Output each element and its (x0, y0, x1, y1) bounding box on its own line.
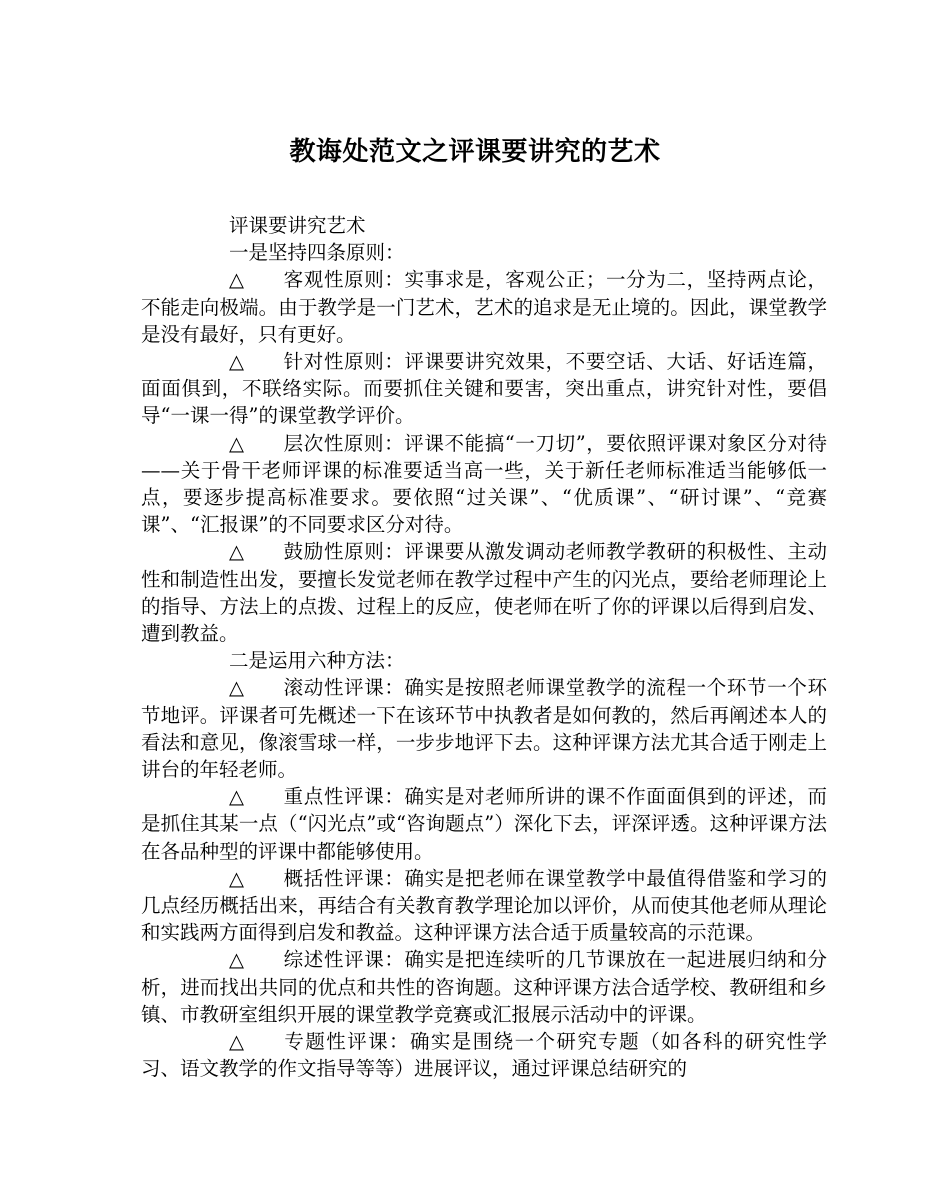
triangle-bullet-icon: △ (229, 431, 244, 455)
paragraph-text: 层次性原则：评课不能搞“一刀切”，要依照评课对象区分对待——关于骨干老师评课的标准要适当高一些，关于新任老师标准适当能够低一点，要逐步提高标准要求。要依照“过关课”、“优质课”、“研讨课”、“竞赛课”、“汇报课”的不同要求区分对待。 (141, 431, 827, 537)
paragraph (141, 212, 827, 239)
paragraph-text: 鼓励性原则：评课要从激发调动老师教学教研的积极性、主动性和制造性出发，要擅长发觉老师在教学过程中产生的闪光点，要给老师理论上的指导、方法上的点拨、过程上的反应，使老师在听了你的评课以后得到启发、遭到教益。 (141, 540, 827, 646)
paragraph-text: 评课要讲究艺术 (229, 214, 366, 237)
paragraph (141, 239, 827, 266)
triangle-bullet-icon: △ (229, 948, 244, 972)
paragraph (141, 1028, 827, 1082)
paragraph-text: 滚动性评课：确实是按照老师课堂教学的流程一个环节一个环节地评。评课者可先概述一下在该环节中执教者是如何教的，然后再阐述本人的看法和意见，像滚雪球一样，一步步地评下去。这种评课方法尤其合适于刚走上讲台的年轻老师。 (141, 676, 827, 782)
paragraph-text: 二是运用六种方法： (229, 649, 405, 673)
document-body (141, 212, 827, 1083)
document-title: 教诲处范文之评课要讲究的艺术 (289, 137, 661, 167)
paragraph (141, 266, 827, 348)
paragraph (141, 865, 827, 947)
triangle-bullet-icon: △ (229, 268, 244, 292)
triangle-bullet-icon: △ (229, 676, 244, 700)
paragraph (141, 538, 827, 647)
paragraph (141, 783, 827, 865)
paragraph-text: 专题性评课：确实是围绕一个研究专题（如各科的研究性学习、语文教学的作文指导等等）进展评议，通过评课总结研究的 (141, 1030, 827, 1081)
paragraph-text: 针对性原则：评课要讲究效果，不要空话、大话、好话连篇，面面俱到，不联络实际。而要抓住关键和要害，突出重点，讲究针对性，要倡导“一课一得”的课堂教学评价。 (141, 350, 827, 428)
paragraph-text: 概括性评课：确实是把老师在课堂教学中最值得借鉴和学习的几点经历概括出来，再结合有关教育教学理论加以评价，从而使其他老师从理论和实践两方面得到启发和教益。这种评课方法合适于质量较高的示范课。 (141, 866, 827, 945)
paragraph (141, 647, 827, 674)
triangle-bullet-icon: △ (229, 785, 244, 809)
triangle-bullet-icon: △ (229, 1030, 244, 1054)
paragraph (141, 674, 827, 783)
paragraph-text: 综述性评课：确实是把连续听的几节课放在一起进展归纳和分析，进而找出共同的优点和共性的咨询题。这种评课方法合适学校、教研组和乡镇、市教研室组织开展的课堂教学竞赛或汇报展示活动中的评课。 (141, 948, 827, 1026)
triangle-bullet-icon: △ (229, 540, 244, 564)
paragraph (141, 946, 827, 1028)
paragraph (141, 348, 827, 430)
paragraph-text: 重点性评课：确实是对老师所讲的课不作面面俱到的评述，而是抓住其某一点（“闪光点”或“咨询题点”）深化下去，评深评透。这种评课方法在各品种型的评课中都能够使用。 (141, 785, 827, 863)
triangle-bullet-icon: △ (229, 866, 244, 890)
paragraph-text: 一是坚持四条原则： (229, 241, 405, 265)
triangle-bullet-icon: △ (229, 350, 244, 374)
paragraph-text: 客观性原则：实事求是，客观公正；一分为二，坚持两点论，不能走向极端。由于教学是一门艺术，艺术的追求是无止境的。因此，课堂教学是没有最好，只有更好。 (141, 268, 827, 346)
paragraph (141, 430, 827, 539)
